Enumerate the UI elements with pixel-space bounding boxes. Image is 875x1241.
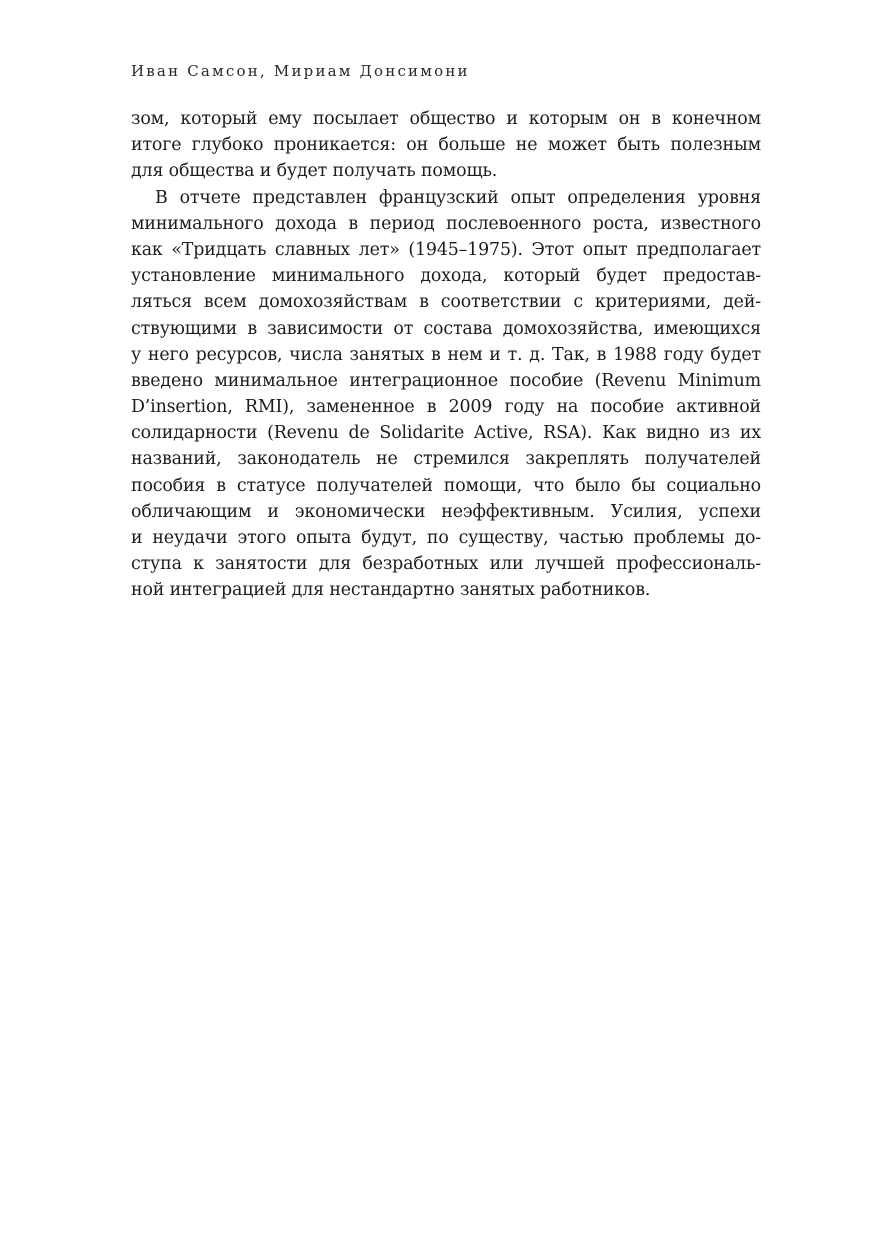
text-line: ляться всем домохозяйствам в соответствии с критериями, дей- <box>131 292 761 313</box>
text-line: введено минимальное интеграционное пособие (Revenu Minimum <box>131 370 761 391</box>
text-line: ной интеграцией для нестандартно занятых работников. <box>131 580 651 601</box>
text-line: пособия в статусе получателей помощи, что было бы социально <box>131 475 761 496</box>
text-line: как «Тридцать славных лет» (1945–1975). Этот опыт предполагает <box>131 239 761 260</box>
paragraph-first-line: В отчете представлен французский опыт определения уровня <box>155 187 761 208</box>
text-line: солидарности (Revenu de Solidarite Active, RSA). Как видно из их <box>131 423 761 444</box>
text-line: ствующими в зависимости от состава домохозяйства, имеющихся <box>131 318 761 339</box>
text-line: и неудачи этого опыта будут, по существу, частью проблемы до- <box>131 528 761 548</box>
text-line: установление минимального дохода, который будет предостав- <box>131 266 761 287</box>
text-line: для общества и будет получать помощь. <box>131 161 498 182</box>
body-text <box>131 106 761 604</box>
text-line: у него ресурсов, числа занятых в нем и т. д. Так, в 1988 году будет <box>131 344 761 365</box>
text-line: зом, который ему посылает общество и которым он в конечном <box>131 109 761 129</box>
text-line: итоге глубоко проникается: он больше не может быть полезным <box>131 135 761 156</box>
text-line: D’insertion, RMI), замененное в 2009 году на пособие активной <box>131 397 761 418</box>
text-line: ступа к занятости для безработных или лучшей профессиональ- <box>131 554 761 575</box>
text-line: обличающим и экономически неэффективным. Усилия, успехи <box>131 501 761 522</box>
text-line: названий, законодатель не стремился закреплять получателей <box>131 449 761 470</box>
text-line: минимального дохода в период послевоенного роста, известного <box>131 213 761 234</box>
running-head: Иван Самсон, Мириам Донсимони <box>131 62 470 80</box>
